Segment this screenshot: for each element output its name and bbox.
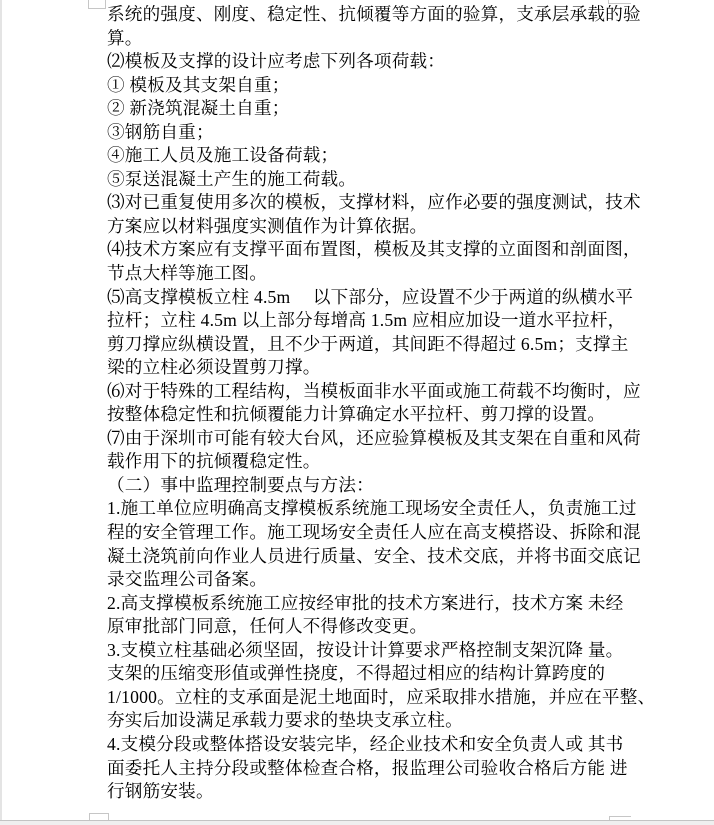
text-line: ② 新浇筑混凝土自重； [107, 98, 290, 119]
text-line: 剪刀撑应纵横设置，且不少于两道，其间距不得超过 6.5m；支撑主 [107, 333, 629, 354]
text-line: 4.支模分段或整体搭设安装完毕，经企业技术和安全负责人或 其书 [107, 733, 624, 754]
text-line: ⑺由于深圳市可能有较大台风，还应验算模板及其支架在自重和风荷 [107, 427, 641, 448]
text-line: 2.高支撑模板系统施工应按经审批的技术方案进行，技术方案 未经 [107, 592, 624, 613]
text-line: ⑶对已重复使用多次的模板，支撑材料，应作必要的强度测试，技术 [107, 192, 641, 213]
text-line: 方案应以材料强度实测值作为计算依据。 [107, 215, 428, 236]
text-line: 载作用下的抗倾覆稳定性。 [107, 451, 321, 472]
text-line: 支架的压缩变形值或弹性挠度，不得超过相应的结构计算跨度的 [107, 663, 606, 684]
text-line: 算。 [107, 27, 143, 48]
text-line: ⑹对于特殊的工程结构，当模板面非水平面或施工荷载不均衡时，应 [107, 380, 641, 401]
text-line: 凝土浇筑前向作业人员进行质量、安全、技术交底，并将书面交底记 [107, 545, 641, 566]
text-line: 按整体稳定性和抗倾覆能力计算确定水平拉杆、剪刀撑的设置。 [107, 404, 606, 425]
document-text [107, 3, 656, 804]
text-line: 面委托人主持分段或整体检查合格，报监理公司验收合格后方能 进 [107, 757, 628, 778]
text-line: 原审批部门同意，任何人不得修改变更。 [107, 616, 428, 637]
text-line: 录交监理公司备案。 [107, 569, 268, 590]
text-line: 梁的立柱必须设置剪刀撑。 [107, 357, 321, 378]
text-line: ③钢筋自重； [107, 121, 214, 142]
text-line: 3.支模立柱基础必须坚固，按设计计算要求严格控制支架沉降 量。 [107, 639, 624, 660]
text-line: 程的安全管理工作。施工现场安全责任人应在高支模搭设、拆除和混 [107, 522, 641, 543]
text-line: 系统的强度、刚度、稳定性、抗倾覆等方面的验算，支承层承载的验 [107, 4, 641, 24]
text-line: ① 模板及其支架自重； [107, 74, 290, 95]
text-line: ④施工人员及施工设备荷载； [107, 145, 339, 166]
text-line: ⑷技术方案应有支撑平面布置图，模板及其支撑的立面图和剖面图， [107, 239, 641, 260]
text-line: 夯实后加设满足承载力要求的垫块支承立柱。 [107, 710, 463, 731]
text-line: 节点大样等施工图。 [107, 263, 268, 284]
text-boundary-mark-top-left [88, 0, 106, 9]
text-line: 1/1000。立柱的支承面是泥土地面时，应采取排水措施，并应在平整、 [107, 686, 656, 707]
text-line: 1.施工单位应明确高支撑模板系统施工现场安全责任人，负责施工过 [107, 498, 637, 519]
page-break-strip [0, 820, 714, 825]
text-line: （二）事中监理控制要点与方法： [107, 474, 374, 495]
text-line: ⑤泵送混凝土产生的施工荷载。 [107, 168, 357, 189]
text-line: 拉杆；立柱 4.5m 以上部分每增高 1.5m 应相应加设一道水平拉杆， [107, 310, 626, 331]
text-line: ⑸高支撑模板立柱 4.5m 以下部分，应设置不少于两道的纵横水平 [107, 286, 634, 307]
text-line: ⑵模板及支撑的设计应考虑下列各项荷载： [107, 51, 446, 72]
text-line: 行钢筋安装。 [107, 781, 214, 802]
page-left-edge [0, 0, 2, 825]
